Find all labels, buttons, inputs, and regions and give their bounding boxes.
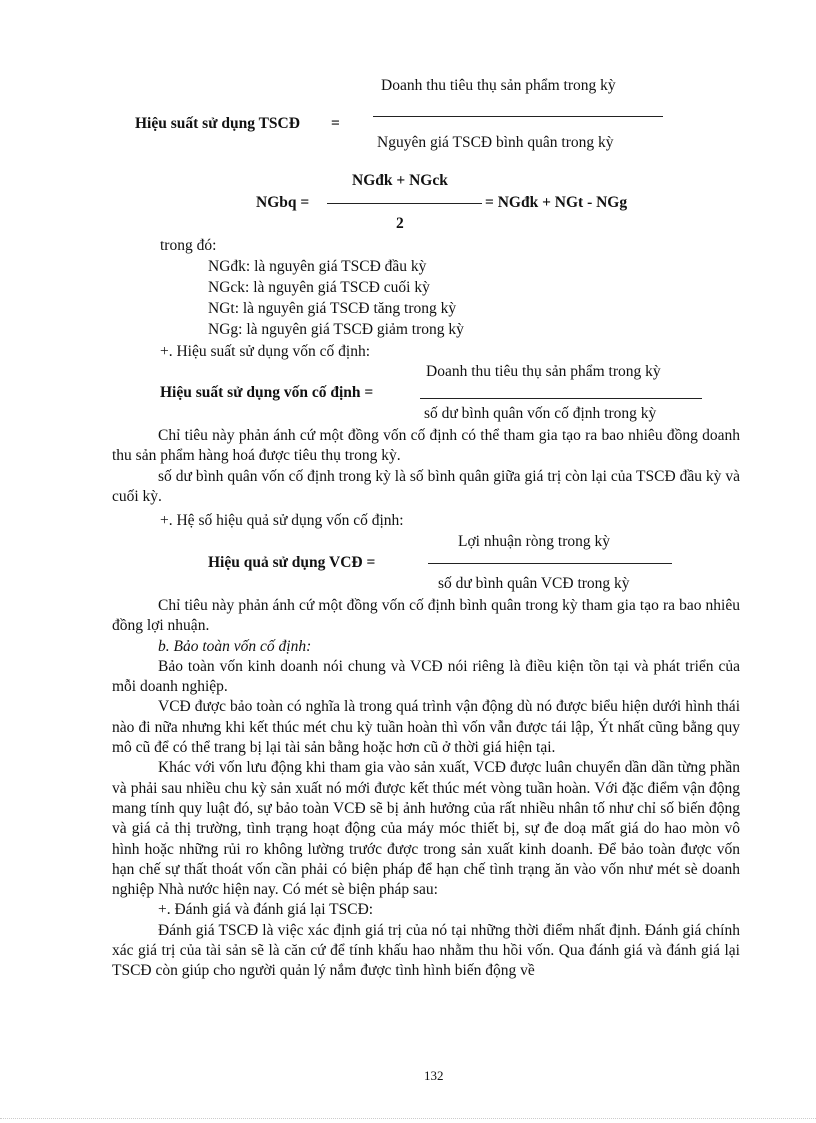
where-intro: trong đó: — [160, 237, 217, 254]
page-bottom-edge — [0, 1118, 816, 1119]
formula-vcd-numerator: Doanh thu tiêu thụ sản phẩm trong kỳ — [426, 363, 661, 380]
where-item: NGđk: là nguyên giá TSCĐ đầu kỳ — [208, 258, 427, 275]
body-paragraphs-1 — [112, 426, 740, 507]
para-1: Chỉ tiêu này phản ánh cứ một đồng vốn cố định có thể tham gia tạo ra bao nhiêu đồng doanh thu sản phẩm hàng hoá được tiêu thụ trong kỳ. — [112, 427, 740, 465]
section-b-heading: b. Bảo toàn vốn cố định: — [158, 637, 312, 655]
formula-hq-label: Hiệu quả sử dụng VCĐ = — [208, 554, 376, 571]
formula-ngbq-label: NGbq = — [256, 194, 310, 211]
formula-tscd-numerator: Doanh thu tiêu thụ sản phẩm trong kỳ — [381, 77, 616, 94]
bullet-vcd-heading: +. Hiệu suất sử dụng vốn cố định: — [160, 343, 371, 360]
formula-tscd-label: Hiệu suất sử dụng TSCĐ — [135, 115, 300, 132]
formula-hq-denominator: số dư bình quân VCĐ trong kỳ — [438, 575, 630, 592]
formula-tscd-denominator: Nguyên giá TSCĐ bình quân trong kỳ — [377, 134, 614, 151]
formula-vcd-denominator: số dư bình quân vốn cố định trong kỳ — [424, 405, 657, 422]
formula-hq-numerator: Lợi nhuận ròng trong kỳ — [458, 533, 610, 550]
page-number: 132 — [424, 1068, 444, 1083]
where-item: NGg: là nguyên giá TSCĐ giảm trong kỳ — [208, 321, 464, 338]
para-6: Khác với vốn lưu động khi tham gia vào sản xuất, VCĐ được luân chuyển dần dần từng phần và phải sau nhiều chu kỳ sản xuất nó mới được kết thúc mét vòng tuần hoàn. Với đặc điểm vận động mang tính quy luật đó, sự bảo toàn VCĐ sẽ bị ảnh hưởng của rất nhiều nhân tố như chỉ số biến động và giá cả thị trường, tình trạng hoạt động của máy móc thiết bị, sự đe doạ mất giá do hao mòn vô hình hoặc những rủi ro không lường trước được trong sản xuất kinh doanh. Để bảo toàn được vốn hạn chế sự thất thoát vốn cần phải có biện pháp để hạn chế tình trạng ăn vào vốn như mét sè doanh nghiệp Nhà nước hiện nay. Có mét sè biện pháp sau: — [112, 759, 740, 899]
formula-ngbq-rhs: = NGđk + NGt - NGg — [485, 194, 628, 211]
formula-tscd-equals: = — [331, 115, 340, 132]
para-2: số dư bình quân vốn cố định trong kỳ là số bình quân giữa giá trị còn lại của TSCĐ đầu kỳ và cuối kỳ. — [112, 467, 740, 505]
formula-vcd-fraction-line — [420, 398, 702, 399]
para-4: Bảo toàn vốn kinh doanh nói chung và VCĐ nói riêng là điều kiện tồn tại và phát triển của mỗi doanh nghiệp. — [112, 657, 740, 696]
where-item: NGck: là nguyên giá TSCĐ cuối kỳ — [208, 279, 430, 296]
para-7: Đánh giá TSCĐ là việc xác định giá trị của nó tại những thời điểm nhất định. Đánh giá chính xác giá trị của tài sản sẽ là căn cứ để tính khấu hao nhằm thu hồi vốn. Qua đánh giá và đánh giá lại TSCĐ còn giúp cho người quản lý nắm được tình hình biến động về — [112, 921, 740, 980]
formula-tscd-fraction-line — [373, 116, 663, 117]
formula-vcd-label: Hiệu suất sử dụng vốn cố định = — [160, 384, 374, 401]
bullet-dg-heading: +. Đánh giá và đánh giá lại TSCĐ: — [158, 901, 374, 919]
where-item: NGt: là nguyên giá TSCĐ tăng trong kỳ — [208, 300, 457, 317]
formula-ngbq-fraction-line — [327, 203, 482, 204]
formula-ngbq-denominator: 2 — [396, 215, 404, 232]
body-paragraphs-2 — [112, 596, 740, 982]
bullet-hq-heading: +. Hệ số hiệu quả sử dụng vốn cố định: — [160, 512, 404, 529]
para-3: Chỉ tiêu này phản ánh cứ một đồng vốn cố định bình quân trong kỳ tham gia tạo ra bao nhiêu đồng lợi nhuận. — [112, 597, 740, 635]
formula-hq-fraction-line — [428, 563, 672, 564]
formula-ngbq-numerator: NGđk + NGck — [352, 172, 448, 189]
para-5: VCĐ được bảo toàn có nghĩa là trong quá trình vận động dù nó được biểu hiện dưới hình thái nào đi nữa nhưng khi kết thúc mét chu kỳ tuần hoàn thì vốn vẫn được tái lập, Ýt nhất cũng bằng quy mô cũ để có thể trang bị lại tài sản bằng hoặc hơn cũ ở thời giá hiện tại. — [112, 698, 740, 757]
